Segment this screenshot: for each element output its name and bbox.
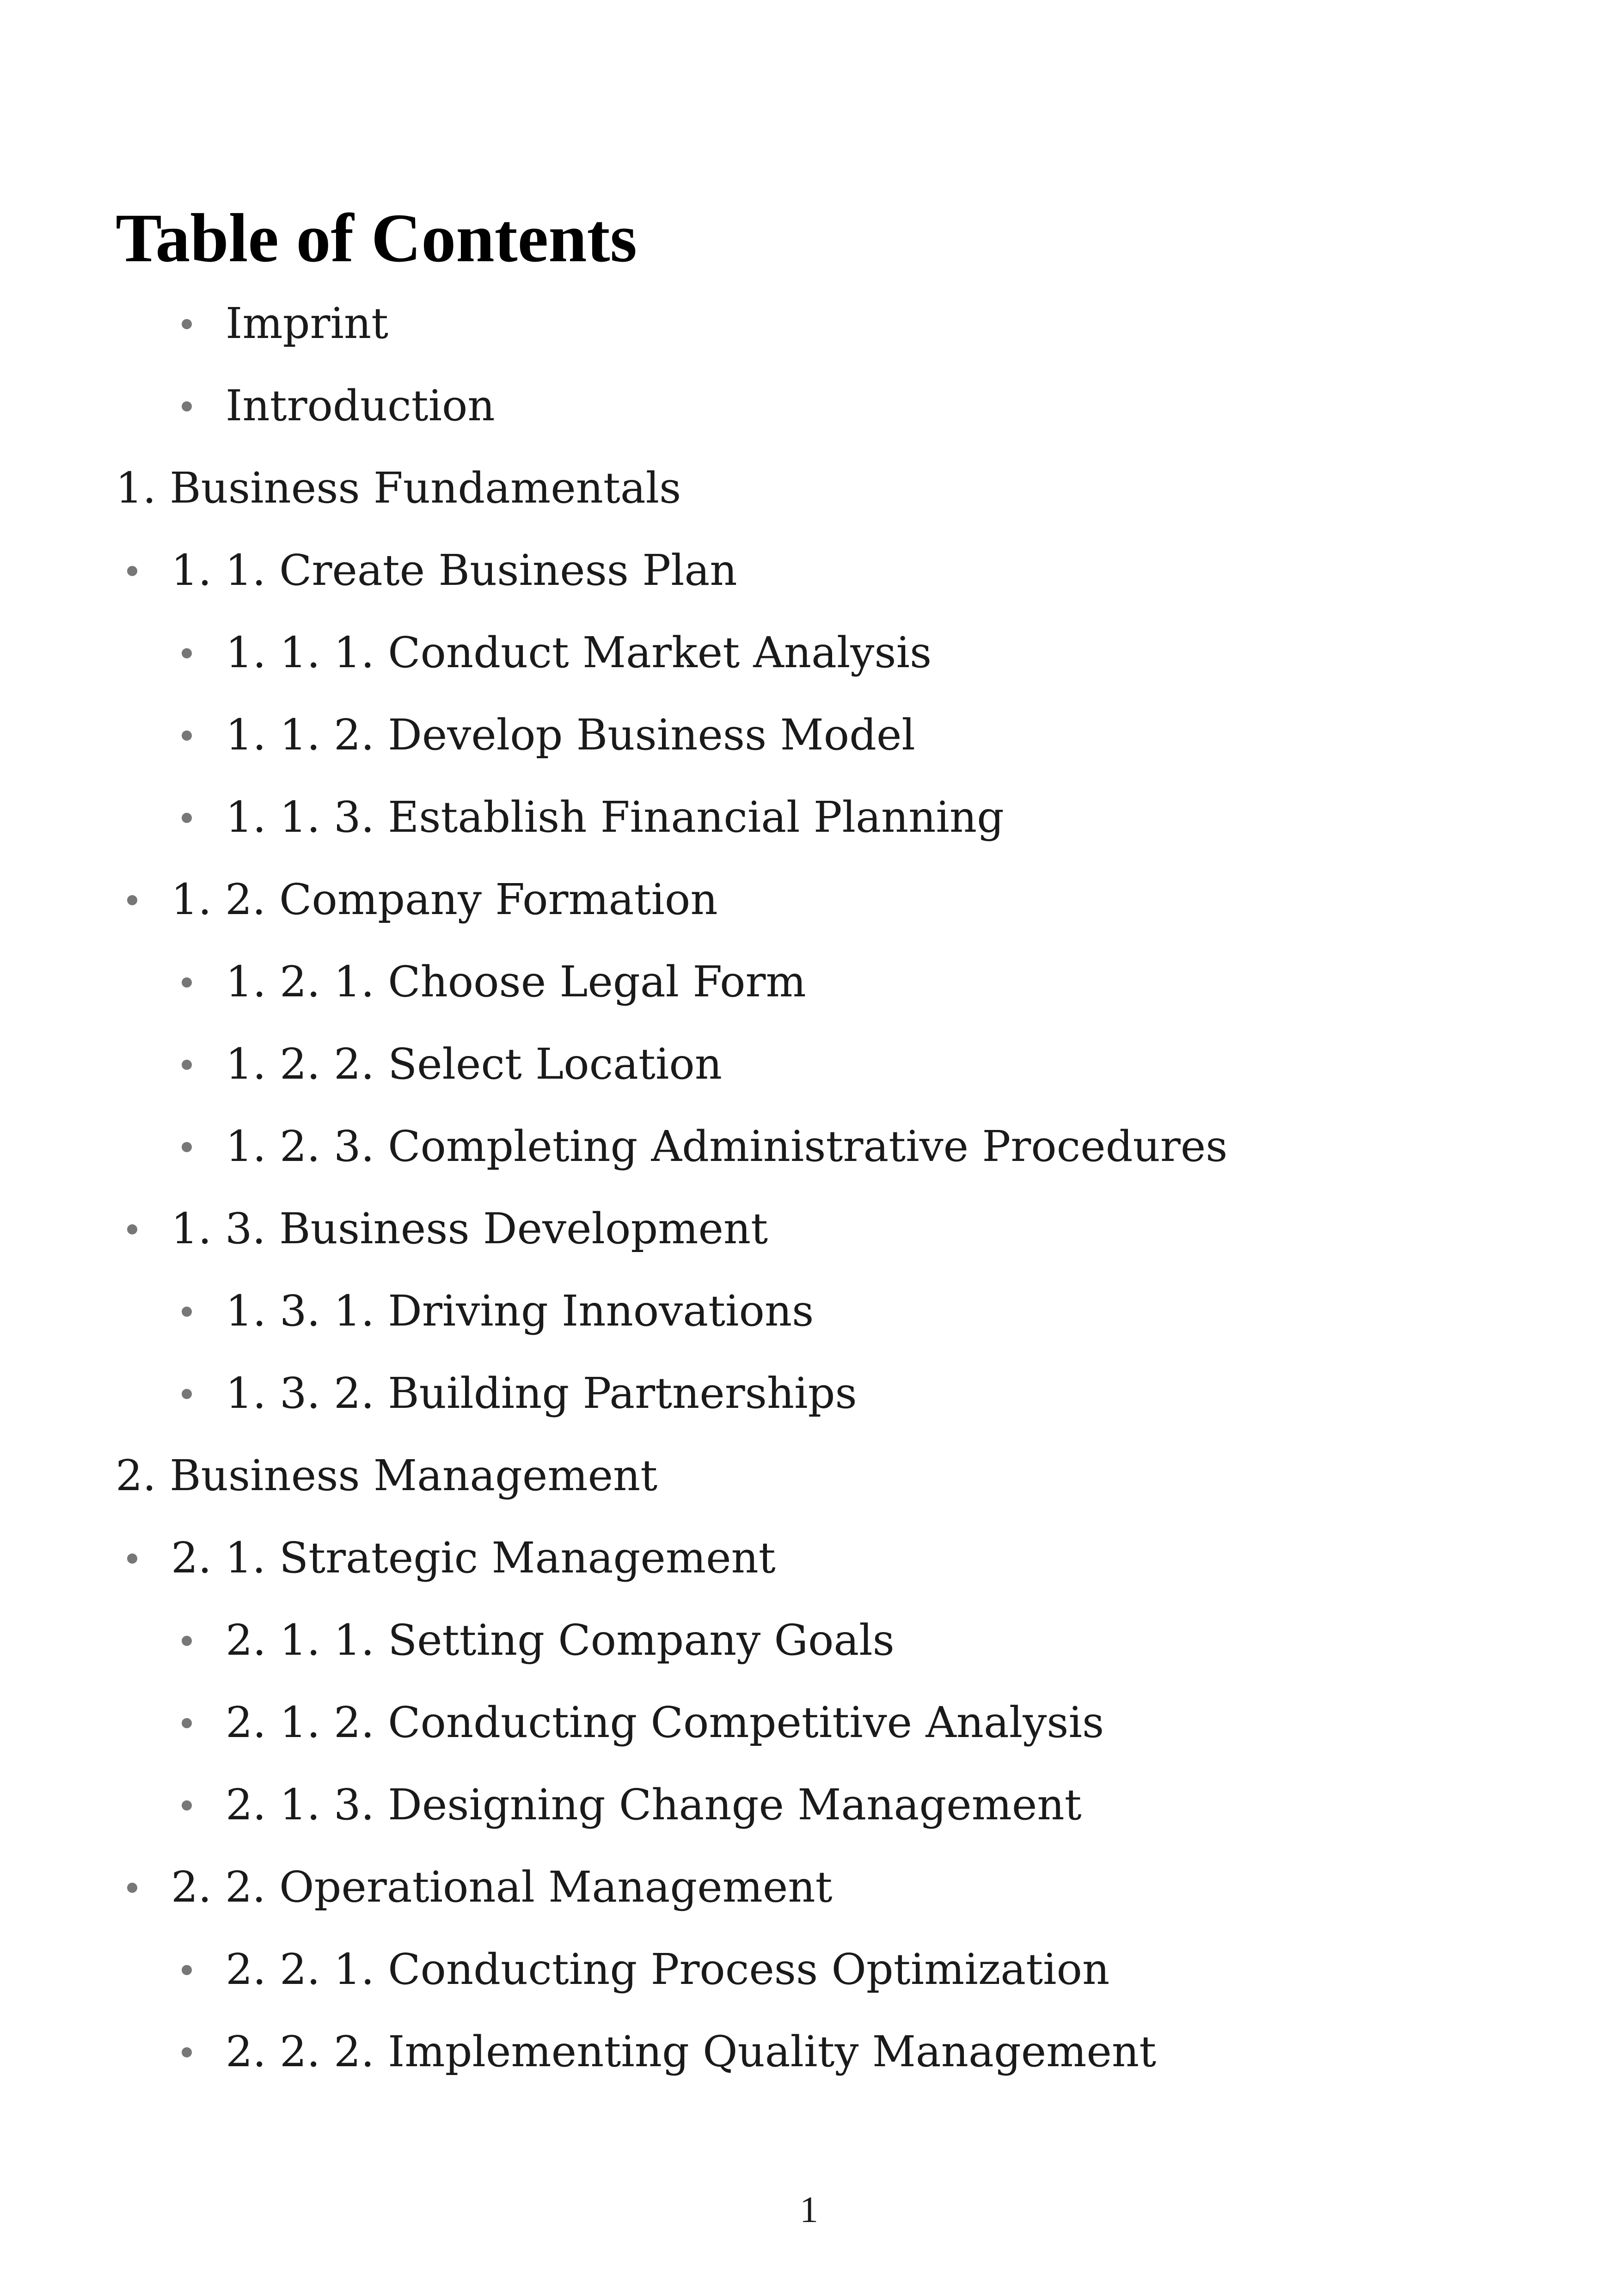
bullet-icon xyxy=(182,2047,192,2057)
toc-subsection-2-1-3[interactable] xyxy=(226,1777,1082,1833)
toc-entry-label: 2. Business Management xyxy=(116,1451,658,1500)
toc-subsection-2-2-1[interactable] xyxy=(226,1942,1109,1997)
toc-section-1-3[interactable] xyxy=(171,1201,768,1257)
toc-entry-label: 1. 1. 2. Develop Business Model xyxy=(226,710,915,760)
toc-entry-label: 1. 2. 2. Select Location xyxy=(226,1039,723,1089)
toc-entry-label: 1. Business Fundamentals xyxy=(116,463,681,513)
toc-subsection-2-1-2[interactable] xyxy=(226,1695,1104,1750)
toc-entry-label: 2. 2. 2. Implementing Quality Management xyxy=(226,2027,1157,2076)
bullet-icon xyxy=(182,813,192,823)
toc-subsection-1-2-3[interactable] xyxy=(226,1119,1227,1174)
toc-subsection-1-2-1[interactable] xyxy=(226,954,806,1010)
toc-section-2-1[interactable] xyxy=(171,1530,776,1586)
toc-entry-label: 1. 2. Company Formation xyxy=(171,875,718,924)
bullet-icon xyxy=(182,977,192,988)
toc-entry-label: Introduction xyxy=(226,381,495,430)
bullet-icon xyxy=(182,1800,192,1811)
toc-subsection-1-3-2[interactable] xyxy=(226,1366,857,1421)
page-number: 1 xyxy=(800,2190,818,2230)
bullet-icon xyxy=(182,731,192,741)
toc-entry-label: 2. 1. 2. Conducting Competitive Analysis xyxy=(226,1698,1104,1747)
bullet-icon xyxy=(182,319,192,329)
toc-entry-label: 1. 3. 2. Building Partnerships xyxy=(226,1369,857,1418)
toc-entry-label: 1. 3. Business Development xyxy=(171,1204,768,1253)
bullet-icon xyxy=(182,1142,192,1152)
bullet-icon xyxy=(127,566,137,576)
toc-entry-label: 2. 1. 1. Setting Company Goals xyxy=(226,1615,895,1665)
toc-subsection-1-1-2[interactable] xyxy=(226,707,915,763)
toc-entry-label: 1. 1. 1. Conduct Market Analysis xyxy=(226,628,932,677)
bullet-icon xyxy=(182,1389,192,1399)
toc-entry-label: 2. 2. Operational Management xyxy=(171,1862,833,1912)
bullet-icon xyxy=(182,1060,192,1070)
toc-entry-label: 2. 1. Strategic Management xyxy=(171,1533,776,1583)
toc-subsection-1-3-1[interactable] xyxy=(226,1283,814,1339)
toc-chapter-1[interactable] xyxy=(116,460,681,516)
bullet-icon xyxy=(127,895,137,905)
bullet-icon xyxy=(182,1965,192,1975)
toc-subsection-2-1-1[interactable] xyxy=(226,1613,895,1668)
bullet-icon xyxy=(182,1718,192,1728)
toc-entry-label: Imprint xyxy=(226,299,389,348)
toc-entry-label: 1. 1. 3. Establish Financial Planning xyxy=(226,792,1005,842)
toc-chapter-2[interactable] xyxy=(116,1448,657,1504)
bullet-icon xyxy=(182,401,192,411)
toc-entry-introduction[interactable] xyxy=(226,378,495,434)
toc-section-1-1[interactable] xyxy=(171,543,737,598)
toc-entry-label: 2. 1. 3. Designing Change Management xyxy=(226,1780,1082,1829)
toc-subsection-1-1-1[interactable] xyxy=(226,625,932,681)
toc-entry-label: 1. 2. 3. Completing Administrative Procedures xyxy=(226,1122,1228,1171)
bullet-icon xyxy=(127,1553,137,1564)
toc-entry-imprint[interactable] xyxy=(226,296,388,351)
toc-entry-label: 1. 1. Create Business Plan xyxy=(171,546,737,595)
toc-entry-label: 1. 2. 1. Choose Legal Form xyxy=(226,957,806,1007)
bullet-icon xyxy=(182,648,192,658)
bullet-icon xyxy=(182,1636,192,1646)
toc-subsection-1-1-3[interactable] xyxy=(226,790,1004,845)
toc-section-1-2[interactable] xyxy=(171,872,718,927)
toc-entry-label: 2. 2. 1. Conducting Process Optimization xyxy=(226,1945,1110,1994)
page-title: Table of Contents xyxy=(116,200,637,276)
toc-subsection-1-2-2[interactable] xyxy=(226,1037,722,1092)
bullet-icon xyxy=(182,1307,192,1317)
toc-entry-label: 1. 3. 1. Driving Innovations xyxy=(226,1286,814,1336)
bullet-icon xyxy=(127,1883,137,1893)
bullet-icon xyxy=(127,1224,137,1234)
toc-section-2-2[interactable] xyxy=(171,1860,833,1915)
toc-subsection-2-2-2[interactable] xyxy=(226,2024,1156,2080)
